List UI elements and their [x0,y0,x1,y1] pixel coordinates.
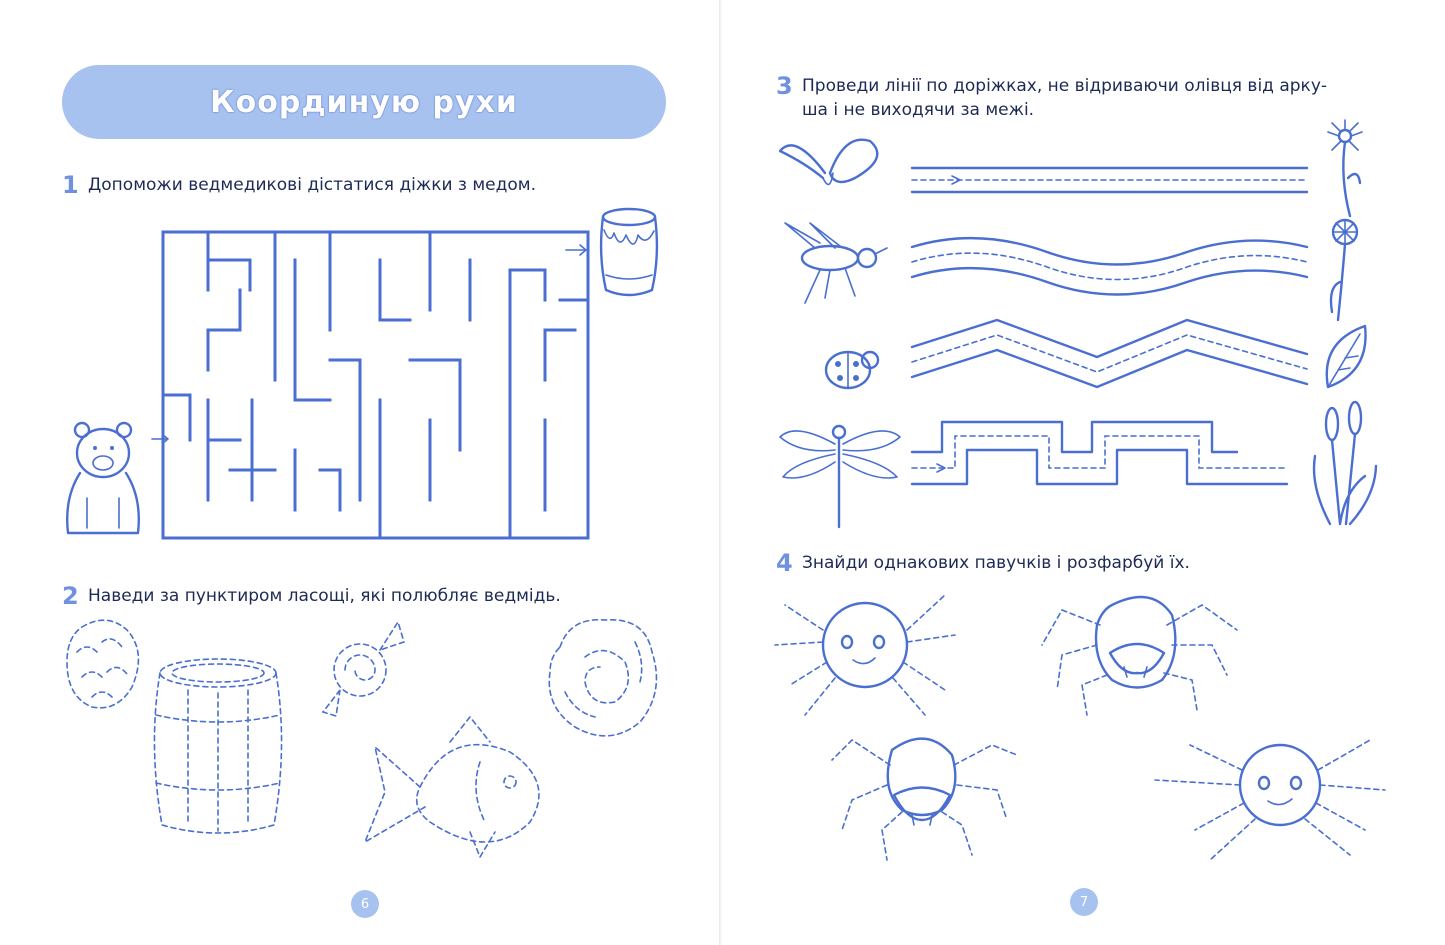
task-1-number: 1 [62,171,79,199]
task-2-number: 2 [62,582,79,610]
spider-icon[interactable] [1032,585,1252,715]
fish-icon [360,712,560,862]
page-number: 6 [351,890,379,918]
track-meander[interactable] [907,414,1327,494]
wasp-icon [775,218,895,308]
task-4-text: Знайди однакових павучків і розфарбуй їх. [802,553,1190,573]
page-number: 7 [1070,888,1098,916]
bear-icon [62,418,152,548]
task-3-text-line1: Проведи лінії по доріжках, не відриваючи олівця від арку- [802,76,1328,96]
spider-icon[interactable] [1150,735,1410,865]
task-3-number: 3 [776,72,793,100]
dandelion-icon [1320,212,1370,322]
task-3-text-line2: ша і не виходячи за межі. [802,100,1035,120]
leaf-icon [1320,322,1370,392]
butterfly-icon [775,133,895,203]
raspberry-icon [62,612,152,722]
page-title: Координую рухи [210,84,518,120]
cattail-icon [1310,396,1380,526]
dragonfly-icon [775,422,905,532]
task-2-text: Наведи за пунктиром ласощі, які полюбляє ведмідь. [88,586,561,606]
track-straight[interactable] [907,160,1327,200]
honey-barrel-icon [596,205,666,300]
spider-icon[interactable] [775,590,955,720]
cabbage-icon [540,612,670,752]
track-zigzag[interactable] [907,312,1327,392]
track-wave[interactable] [907,232,1327,302]
task-1-text: Допоможи ведмедикові дістатися діжки з медом. [88,175,537,195]
spider-icon[interactable] [822,720,1022,860]
right-page [722,0,1445,945]
task-4-number: 4 [776,549,793,577]
ladybug-icon [818,338,888,398]
task-4 [776,551,1190,575]
chamomile-icon [1320,118,1370,218]
left-page [0,0,722,945]
task-3 [776,74,1396,122]
task-2 [62,584,561,608]
barrel-icon [148,655,288,845]
candy-icon [318,612,408,722]
